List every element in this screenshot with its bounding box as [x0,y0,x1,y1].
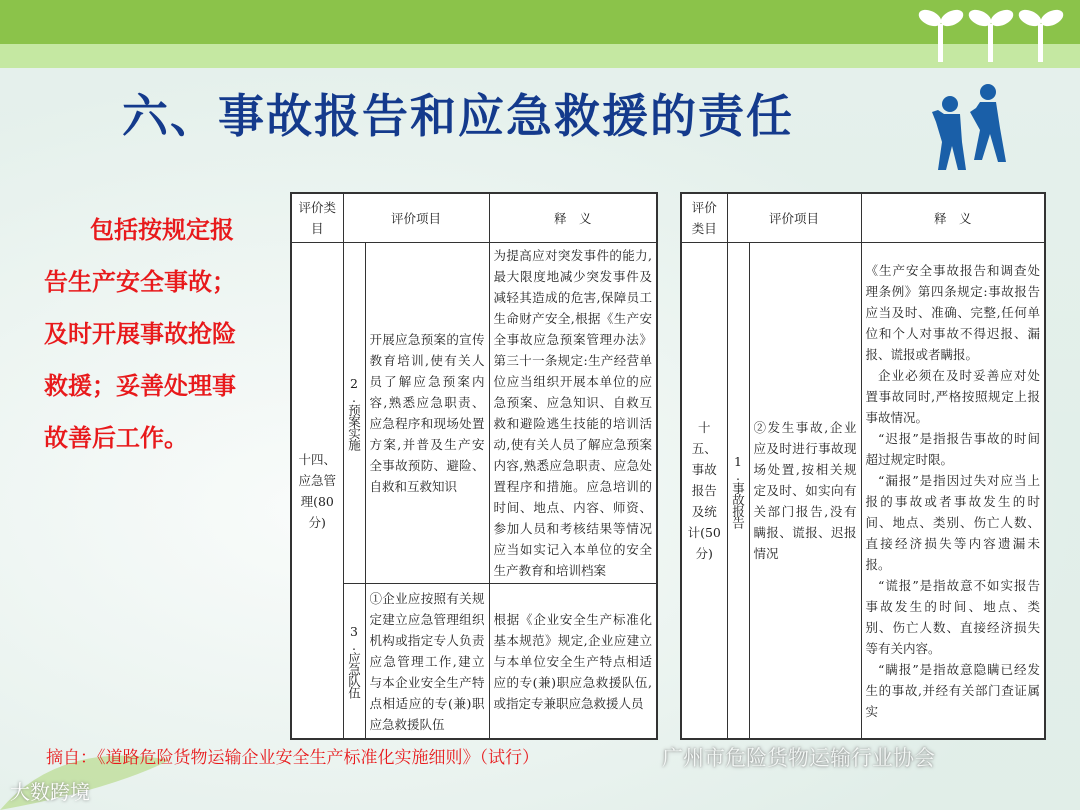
source-citation: 摘自：《道路危险货物运输企业安全生产标准化实施细则》（试行） [46,748,539,768]
intro-text [44,204,280,464]
content-cell: ②发生事故,企业应及时进行事故现场处置,按相关规定及时、如实向有关部门报告,没有瞒报、谎报、迟报情况 [749,243,861,740]
item-cell: 2.预案实施 [343,243,365,584]
explanation-paragraph: 《生产安全事故报告和调查处理条例》第四条规定:事故报告应当及时、准确、完整,任何单位和个人对事故不得迟报、漏报、谎报或者瞒报。 [865,262,1040,362]
header-category: 评价类目 [681,193,727,243]
explanation-cell: 为提高应对突发事件的能力,最大限度地减少突发事件及减轻其造成的危害,保障员工生命财产安全,根据《生产安全事故应急预案管理办法》第三十一条规定:生产经营单位应当组织开展本单位的应急预案、应急知识、自救互救和避险逃生技能的培训活动,使有关人员了解应急预案内容,熟悉应急职责、应急处置程序和措施。应急培训的时间、地点、内容、师资、参加人员和考核结果等情况应当如实记入本单位的安全生产教育和培训档案 [489,243,657,584]
explanation-paragraph: “漏报”是指因过失对应当上报的事故或者事故发生的时间、地点、类别、伤亡人数、直接经济损失等内容遗漏未报。 [865,472,1040,572]
explanation-paragraph: “瞒报”是指故意隐瞒已经发生的事故,并经有关部门查证属实 [865,661,1040,719]
category-cell: 十五、事故报告及统计(50分) [681,243,727,740]
content-cell: ①企业应按照有关规定建立应急管理组织机构或指定专人负责应急管理工作,建立与本企业安全生产特点相适应的专(兼)职应急救援队伍 [365,584,489,740]
intro-line: 救援；妥善处理事 [44,372,236,400]
header-category: 评价类目 [291,193,343,243]
page-title: 六、事故报告和应急救援的责任 [122,89,794,143]
intro-line: 及时开展事故抢险 [44,320,236,348]
header-explanation: 释 义 [489,193,657,243]
intro-line: 包括按规定报 [90,216,234,244]
header-explanation: 释 义 [861,193,1045,243]
people-icon [930,82,1010,172]
explanation-paragraph: 企业必须在及时妥善应对处置事故同时,严格按照规定上报事故情况。 [865,367,1040,425]
explanation-cell: 根据《企业安全生产标准化基本规范》规定,企业应建立与本单位安全生产特点相适应的专(兼)职应急救援队伍,或指定专兼职应急救援人员 [489,584,657,740]
intro-line: 故善后工作。 [44,424,188,452]
accident-report-table [680,192,1046,740]
explanation-paragraph: “迟报”是指报告事故的时间超过规定时限。 [865,430,1040,467]
emergency-management-table [290,192,658,740]
item-cell: 1.事故报告 [727,243,749,740]
intro-line: 告生产安全事故； [44,268,236,296]
content-cell: 开展应急预案的宣传教育培训,使有关人员了解应急预案内容,熟悉应急职责、应急程序和现场处置方案,并普及生产安全事故预防、避险、自救和互救知识 [365,243,489,584]
explanation-paragraph: “谎报”是指故意不如实报告事故发生的时间、地点、类别、伤亡人数、直接经济损失等有关内容。 [865,577,1040,656]
sprout-icon [916,2,1066,62]
header-item: 评价项目 [727,193,861,243]
explanation-cell [861,243,1045,740]
header-item: 评价项目 [343,193,489,243]
item-cell: 3.应急队伍 [343,584,365,740]
association-watermark: 广州市危险货物运输行业协会 [662,746,935,770]
category-cell: 十四、应急管理(80分) [291,243,343,740]
watermark-logo: 大数跨境 [10,780,90,804]
